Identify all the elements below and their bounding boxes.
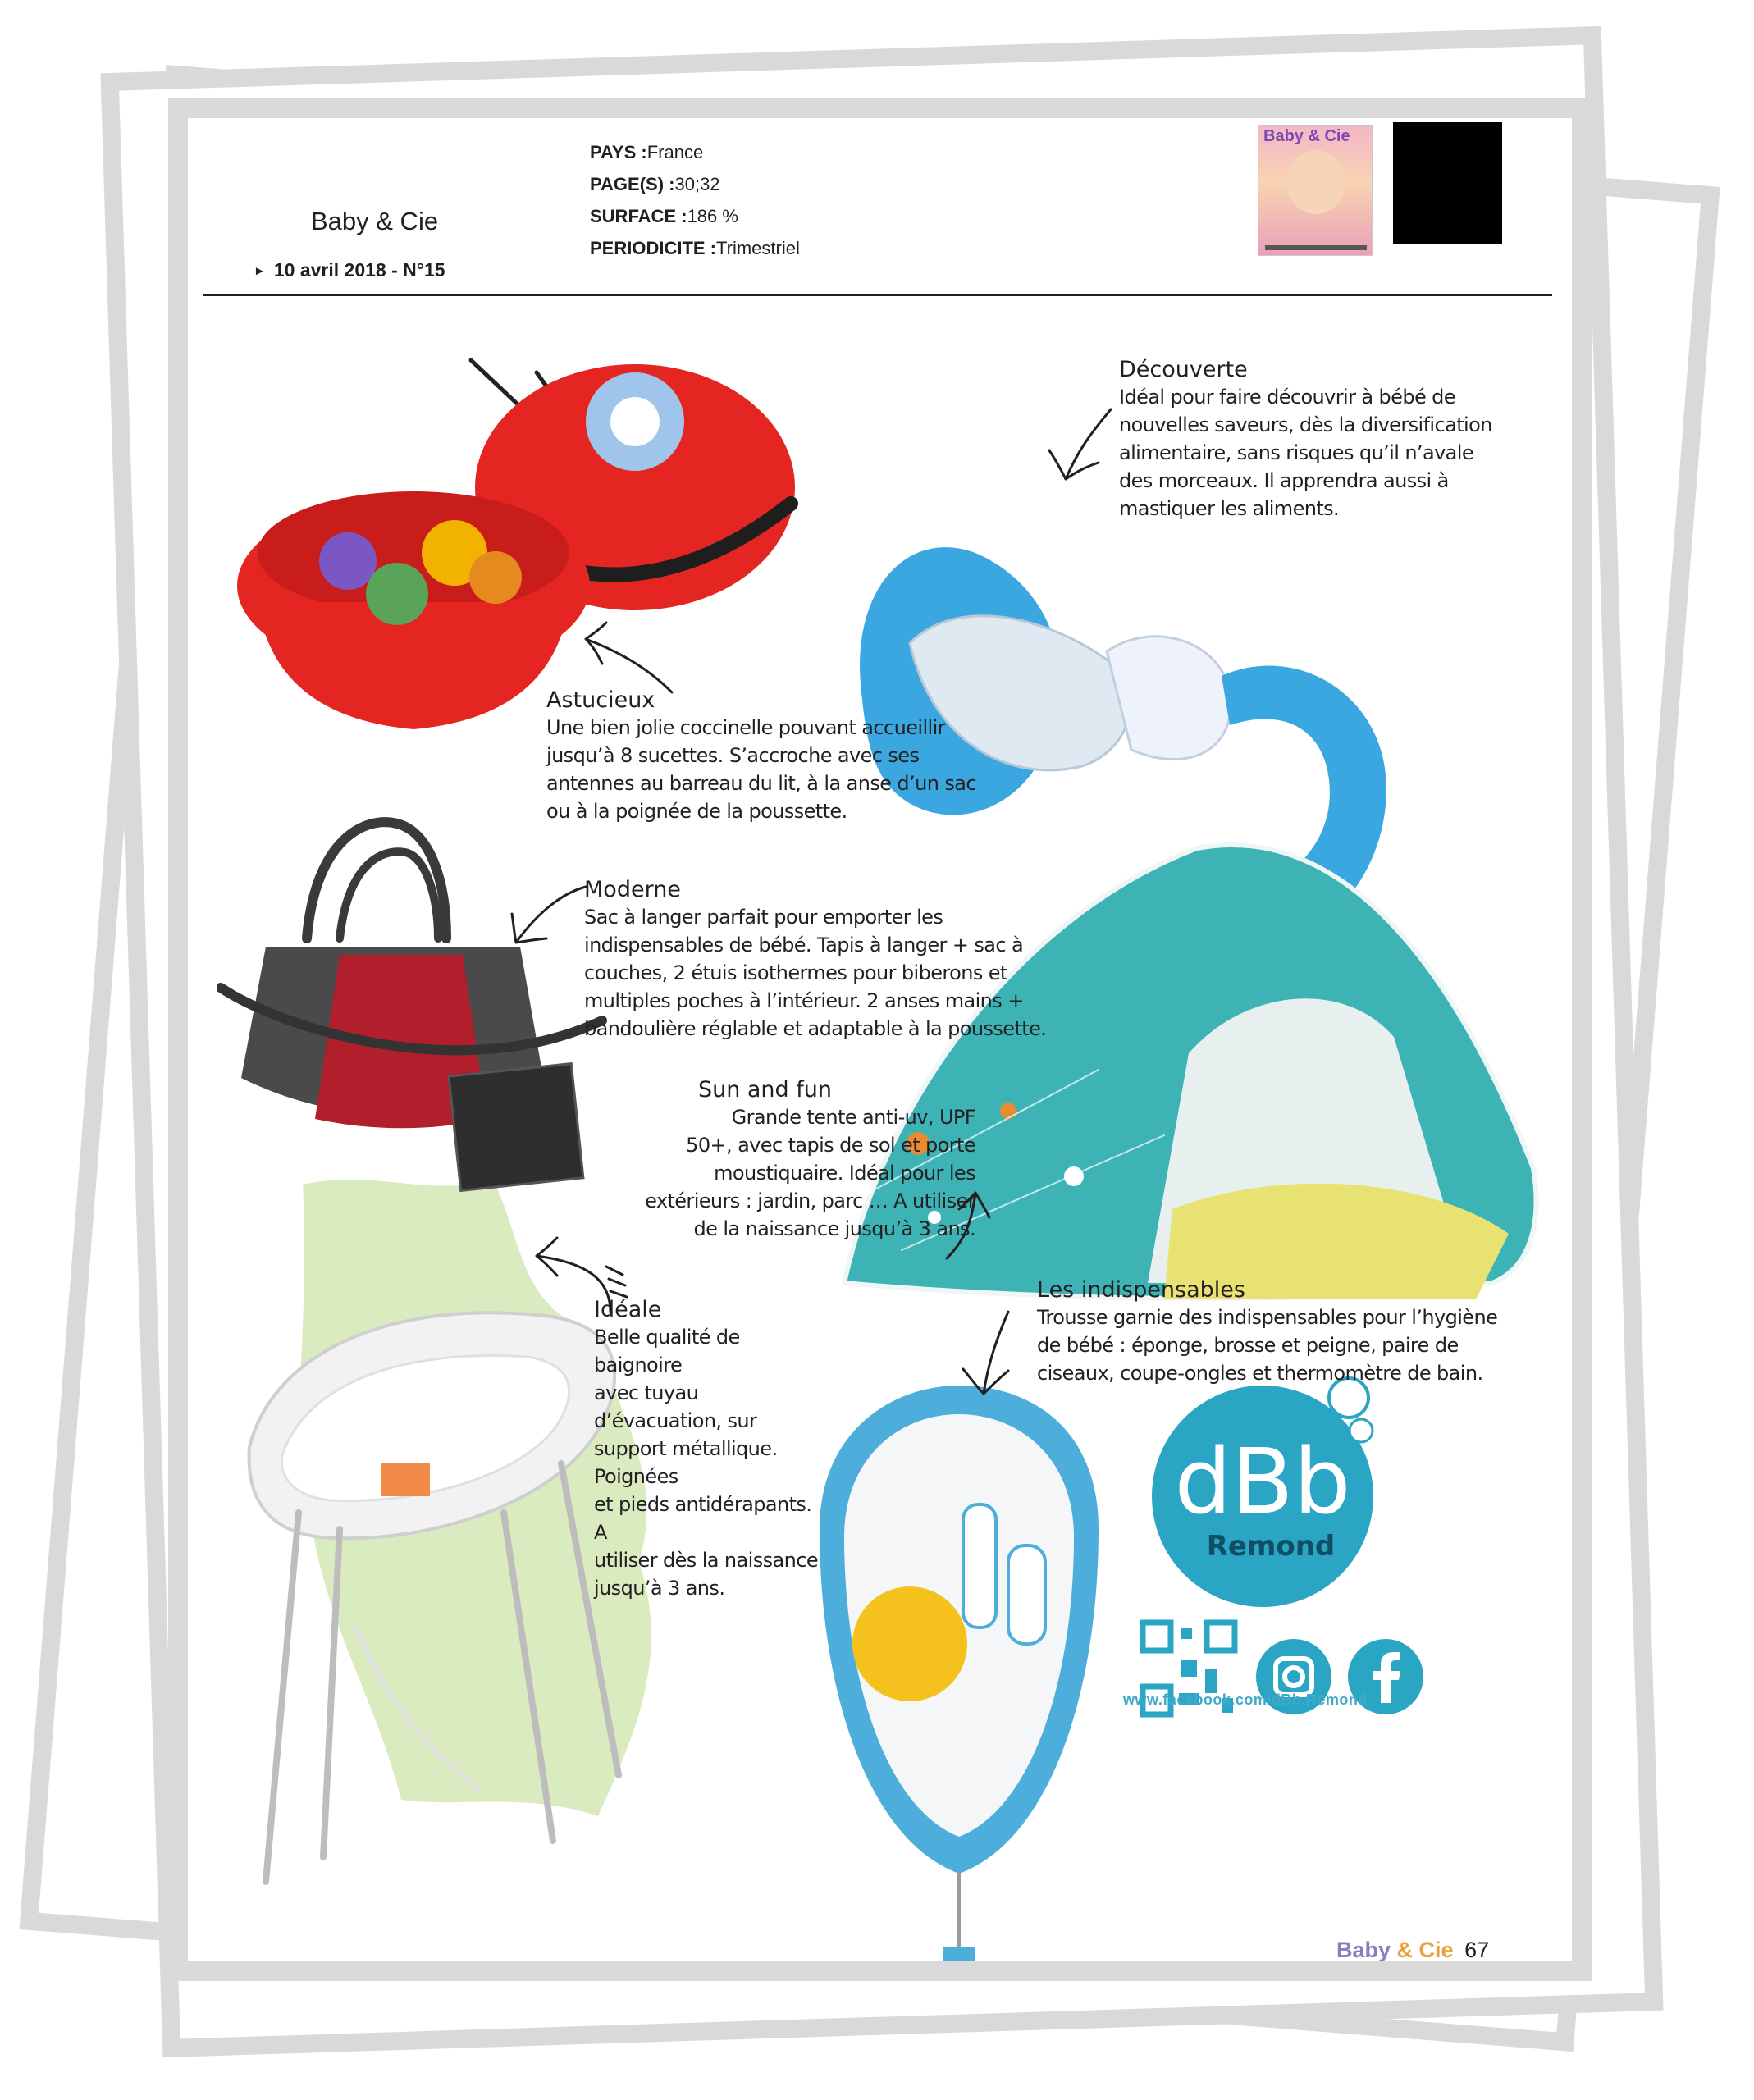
- article-line: bandoulière réglable et adaptable à la poussette.: [584, 1017, 1047, 1040]
- article-line: utiliser dès la naissance: [594, 1549, 819, 1572]
- redacted-block: [1393, 122, 1502, 244]
- dbb-remond-logo: [1148, 1373, 1394, 1611]
- article-decouverte: [1119, 356, 1554, 523]
- article-sun-and-fun: [516, 1076, 975, 1243]
- facebook-url: www.facebook.com/dBb.Remond: [1123, 1691, 1368, 1708]
- cover-baby-photo: [1286, 150, 1345, 214]
- article-line: ciseaux, coupe-ongles et thermomètre de bain.: [1037, 1362, 1483, 1385]
- logo-sub-text: Remond: [1206, 1530, 1336, 1563]
- article-line: jusqu’à 3 ans.: [594, 1577, 725, 1600]
- ladybug-pacifier-box-image: [225, 356, 799, 742]
- date-issue: 10 avril 2018 - N°15: [273, 259, 445, 281]
- article-line: jusqu’à 8 sucettes. S’accroche avec ses: [546, 744, 920, 767]
- cover-barcode: [1265, 245, 1367, 250]
- page-folio: [1336, 1938, 1489, 1961]
- article-line: Trousse garnie des indispensables pour l’hygiène: [1037, 1306, 1498, 1329]
- article-line: Idéal pour faire découvrir à bébé de: [1119, 386, 1455, 409]
- meta-periodicity: PERIODICITE :Trimestriel: [590, 238, 800, 258]
- article-line: alimentaire, sans risques qu’il n’avale: [1119, 441, 1474, 464]
- article-line: de bébé : éponge, brosse et peigne, paire de: [1037, 1334, 1459, 1357]
- publication-name: Baby & Cie: [311, 207, 439, 235]
- magazine-page: [188, 118, 1572, 1961]
- article-line: multiples poches à l’intérieur. 2 anses mains +: [584, 989, 1024, 1012]
- article-line: moustiquaire. Idéal pour les: [714, 1162, 975, 1185]
- meta-pages: PAGE(S) :30;32: [590, 174, 720, 194]
- meta-country: PAYS :France: [590, 142, 704, 162]
- article-line: mastiquer les aliments.: [1119, 497, 1340, 520]
- article-title: Idéale: [594, 1297, 662, 1322]
- article-line: des morceaux. Il apprendra aussi à: [1119, 469, 1449, 492]
- article-line: de la naissance jusqu’à 3 ans.: [693, 1217, 975, 1240]
- publication-date: [254, 259, 445, 281]
- article-line: Grande tente anti-uv, UPF: [731, 1106, 975, 1129]
- article-line: antennes au barreau du lit, à la anse d’un sac: [546, 772, 976, 795]
- arrow-moderne-icon: [504, 877, 594, 959]
- bullet-arrow-icon: ►: [254, 264, 266, 278]
- article-line: 50+, avec tapis de sol et porte: [686, 1134, 975, 1157]
- magazine-cover-thumbnail: [1258, 125, 1373, 256]
- article-line: avec tuyau d’évacuation, sur: [594, 1381, 757, 1432]
- article-moderne: [584, 876, 1109, 1043]
- meta-surface: SURFACE :186 %: [590, 206, 738, 226]
- article-line: et pieds antidérapants. A: [594, 1493, 812, 1544]
- article-line: indispensables de bébé. Tapis à langer + sac à: [584, 934, 1024, 956]
- article-title: Astucieux: [546, 687, 655, 713]
- article-astucieux: [546, 687, 1039, 825]
- article-title: Les indispensables: [1037, 1277, 1245, 1303]
- hygiene-kit-image: [787, 1381, 1131, 1961]
- article-line: Une bien jolie coccinelle pouvant accueillir: [546, 716, 945, 739]
- page-number: 67: [1464, 1938, 1490, 1961]
- folio-brand: Baby: [1336, 1938, 1391, 1961]
- article-title: Sun and fun: [697, 1077, 832, 1102]
- article-ideale: [594, 1296, 824, 1602]
- article-line: couches, 2 étuis isothermes pour biberons et: [584, 961, 1007, 984]
- header-divider: [203, 294, 1552, 296]
- publication-meta: [590, 136, 800, 264]
- folio-brand-amp: & Cie: [1396, 1938, 1454, 1961]
- article-line: ou à la poignée de la poussette.: [546, 800, 847, 823]
- article-line: support métallique. Poignées: [594, 1437, 778, 1488]
- arrow-indispensables-icon: [951, 1303, 1025, 1402]
- article-line: Sac à langer parfait pour emporter les: [584, 906, 943, 929]
- arrow-decouverte-icon: [1033, 401, 1123, 491]
- article-title: Découverte: [1119, 357, 1248, 382]
- logo-main-text: dBb: [1174, 1429, 1351, 1534]
- cover-title: Baby & Cie: [1263, 127, 1350, 145]
- article-title: Moderne: [584, 877, 681, 902]
- article-line: extérieurs : jardin, parc … A utiliser: [645, 1189, 975, 1212]
- article-line: nouvelles saveurs, dès la diversification: [1119, 413, 1492, 436]
- article-line: Belle qualité de baignoire: [594, 1326, 740, 1376]
- article-les-indispensables: [1037, 1276, 1554, 1387]
